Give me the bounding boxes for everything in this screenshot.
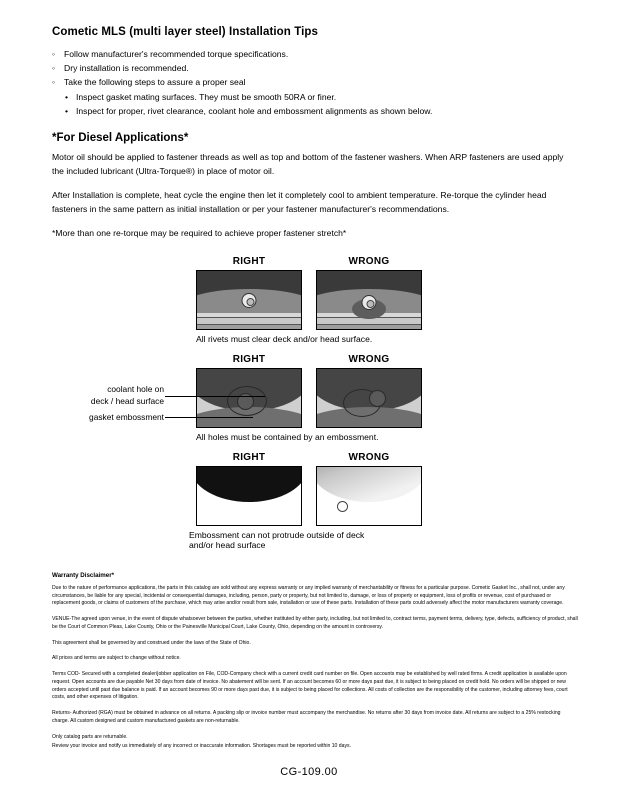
callout-gasket-embossment-label: gasket embossment xyxy=(89,412,164,423)
callout-embossment-leader xyxy=(165,417,253,418)
figure-3-wrong-label: WRONG xyxy=(348,452,390,464)
diesel-paragraph-3: *More than one re-torque may be required to achieve proper fastener stretch* xyxy=(52,227,347,238)
figure-2-right-image xyxy=(196,368,302,428)
document-number: CG-109.00 xyxy=(280,766,338,778)
callout-coolant-hole xyxy=(0,384,164,407)
figure-2-caption: All holes must be contained by an embossment. xyxy=(196,432,379,443)
rivet-icon xyxy=(242,293,257,308)
warranty-paragraph: Returns- Authorized (RGA) must be obtained in advance on all returns. A packing slip or invoice number must accompany the merchandise. No returns after 30 days from invoice date. All returns are subject to a 25% restocking charge. All custom designed and custom manufactured gaskets are non-returnable. xyxy=(52,710,561,724)
diesel-section-heading: *For Diesel Applications* xyxy=(52,131,189,144)
figure-2-wrong-image xyxy=(316,368,422,428)
figure-1-wrong xyxy=(316,256,422,330)
installation-tips-list xyxy=(52,47,566,90)
figure-1-right xyxy=(196,256,302,330)
figure-1-wrong-image xyxy=(316,270,422,330)
warranty-paragraph: Only catalog parts are returnable. xyxy=(52,733,128,740)
figure-1-caption: All rivets must clear deck and/or head surface. xyxy=(196,334,373,345)
figures-section xyxy=(52,256,566,550)
list-item: ◦ Dry installation is recommended. xyxy=(52,61,566,75)
figure-1-wrong-label: WRONG xyxy=(348,256,390,268)
warranty-heading: Warranty Disclaimer* xyxy=(52,572,115,579)
diesel-paragraph-1: Motor oil should be applied to fastener threads as well as top and bottom of the fastener washers. When ARP fasteners are used apply the included lubricant (Ultra-Torque®) in place of motor oil. xyxy=(52,151,564,176)
warranty-paragraph: VENUE-The agreed upon venue, in the event of dispute whatsoever between the parties, whether instituted by either party, including, but not limited to, contract terms, payment terms, delivery, type, defects, sufficiency of product, shall be the Court of Common Pleas, Lake County, Ohio or the Painesville Municipal Court, Lake County, Ohio, depending on the amount in controversy. xyxy=(52,616,578,630)
diesel-paragraph-2: After Installation is complete, heat cycle the engine then let it completely cool to ambient temperature. Re-torque the cylinder head fasteners in the same pattern as initial installation or per your fastener manufacturer's recommendations. xyxy=(52,189,547,214)
figure-1-row xyxy=(52,256,566,330)
figure-3-wrong-image xyxy=(316,466,422,526)
installation-subtips-list xyxy=(52,90,566,118)
figure-3-caption-line2: and/or head surface xyxy=(189,540,266,551)
list-item: ◦ Take the following steps to assure a proper seal xyxy=(52,75,566,89)
rivet-icon xyxy=(362,295,377,310)
warranty-paragraph: All prices and terms are subject to change without notice. xyxy=(52,655,181,662)
figure-2-right-label: RIGHT xyxy=(232,354,266,366)
figure-3-right-label: RIGHT xyxy=(232,452,266,464)
warranty-paragraph: Terms COD- Secured with a completed dealer/jobber application on File, COD-Company check with a current credit card number on file. Open accounts may be established by well rated firms. A credit application is available upon request. Open accounts are due payable Net 30 days from date of invoice. No abatement will be sent. If an account becomes 60 or more days past due, it is subject to being placed on credit hold. No orders will be shipped or new orders accepted until past due balance is paid. If an account becomes 90 or more days past due, it is subject to being placed for collections. All costs of collection are the responsibility of the customer, including attorney fees, court costs, and other expenses of litigation. xyxy=(52,671,568,701)
page-title: Cometic MLS (multi layer steel) Installation Tips xyxy=(52,26,319,38)
warranty-paragraph: Review your invoice and notify us immediately of any incorrect or inaccurate information. Shortages must be reported within 10 days. xyxy=(52,743,351,750)
list-item: • Inspect gasket mating surfaces. They must be smooth 50RA or finer. xyxy=(65,90,566,104)
figure-2-wrong-label: WRONG xyxy=(348,354,390,366)
callout-coolant-hole-line1: coolant hole on xyxy=(107,384,164,395)
figure-3-caption-line1: Embossment can not protrude outside of deck xyxy=(189,530,365,541)
figure-3-right xyxy=(196,452,302,526)
warranty-paragraph: Due to the nature of performance applications, the parts in this catalog are sold without any express warranty or any implied warranty of merchantability or fitness for a particular purpose. Cometic Gasket Inc., shall not, under any circumstances, be liable for any special, incidental or consequential damages, including, person, party or property, but not limited to, damage, or loss of property or equipment, loss of profits or revenue, cost of purchased or replacement goods, or claims of customers of the purchase, which may arise and/or result from sale, installation or use of these parts. Installation of these parts could adversely affect the motor manufacturers warranty coverage. xyxy=(52,585,565,607)
figure-1-right-image xyxy=(196,270,302,330)
list-item: • Inspect for proper, rivet clearance, coolant hole and embossment alignments as shown below. xyxy=(65,104,566,118)
figure-3-row xyxy=(52,452,566,526)
list-item: ◦ Follow manufacturer's recommended torque specifications. xyxy=(52,47,566,61)
callout-gasket-embossment xyxy=(0,412,164,423)
figure-3-wrong xyxy=(316,452,422,526)
warranty-section xyxy=(52,572,578,759)
figure-3-right-image xyxy=(196,466,302,526)
figure-1-right-label: RIGHT xyxy=(232,256,266,268)
callout-coolant-leader xyxy=(165,396,265,397)
warranty-paragraph: This agreement shall be governed by and construed under the laws of the State of Ohio. xyxy=(52,639,251,646)
callout-coolant-hole-line2: deck / head surface xyxy=(90,395,164,406)
figure-2-wrong xyxy=(316,354,422,428)
